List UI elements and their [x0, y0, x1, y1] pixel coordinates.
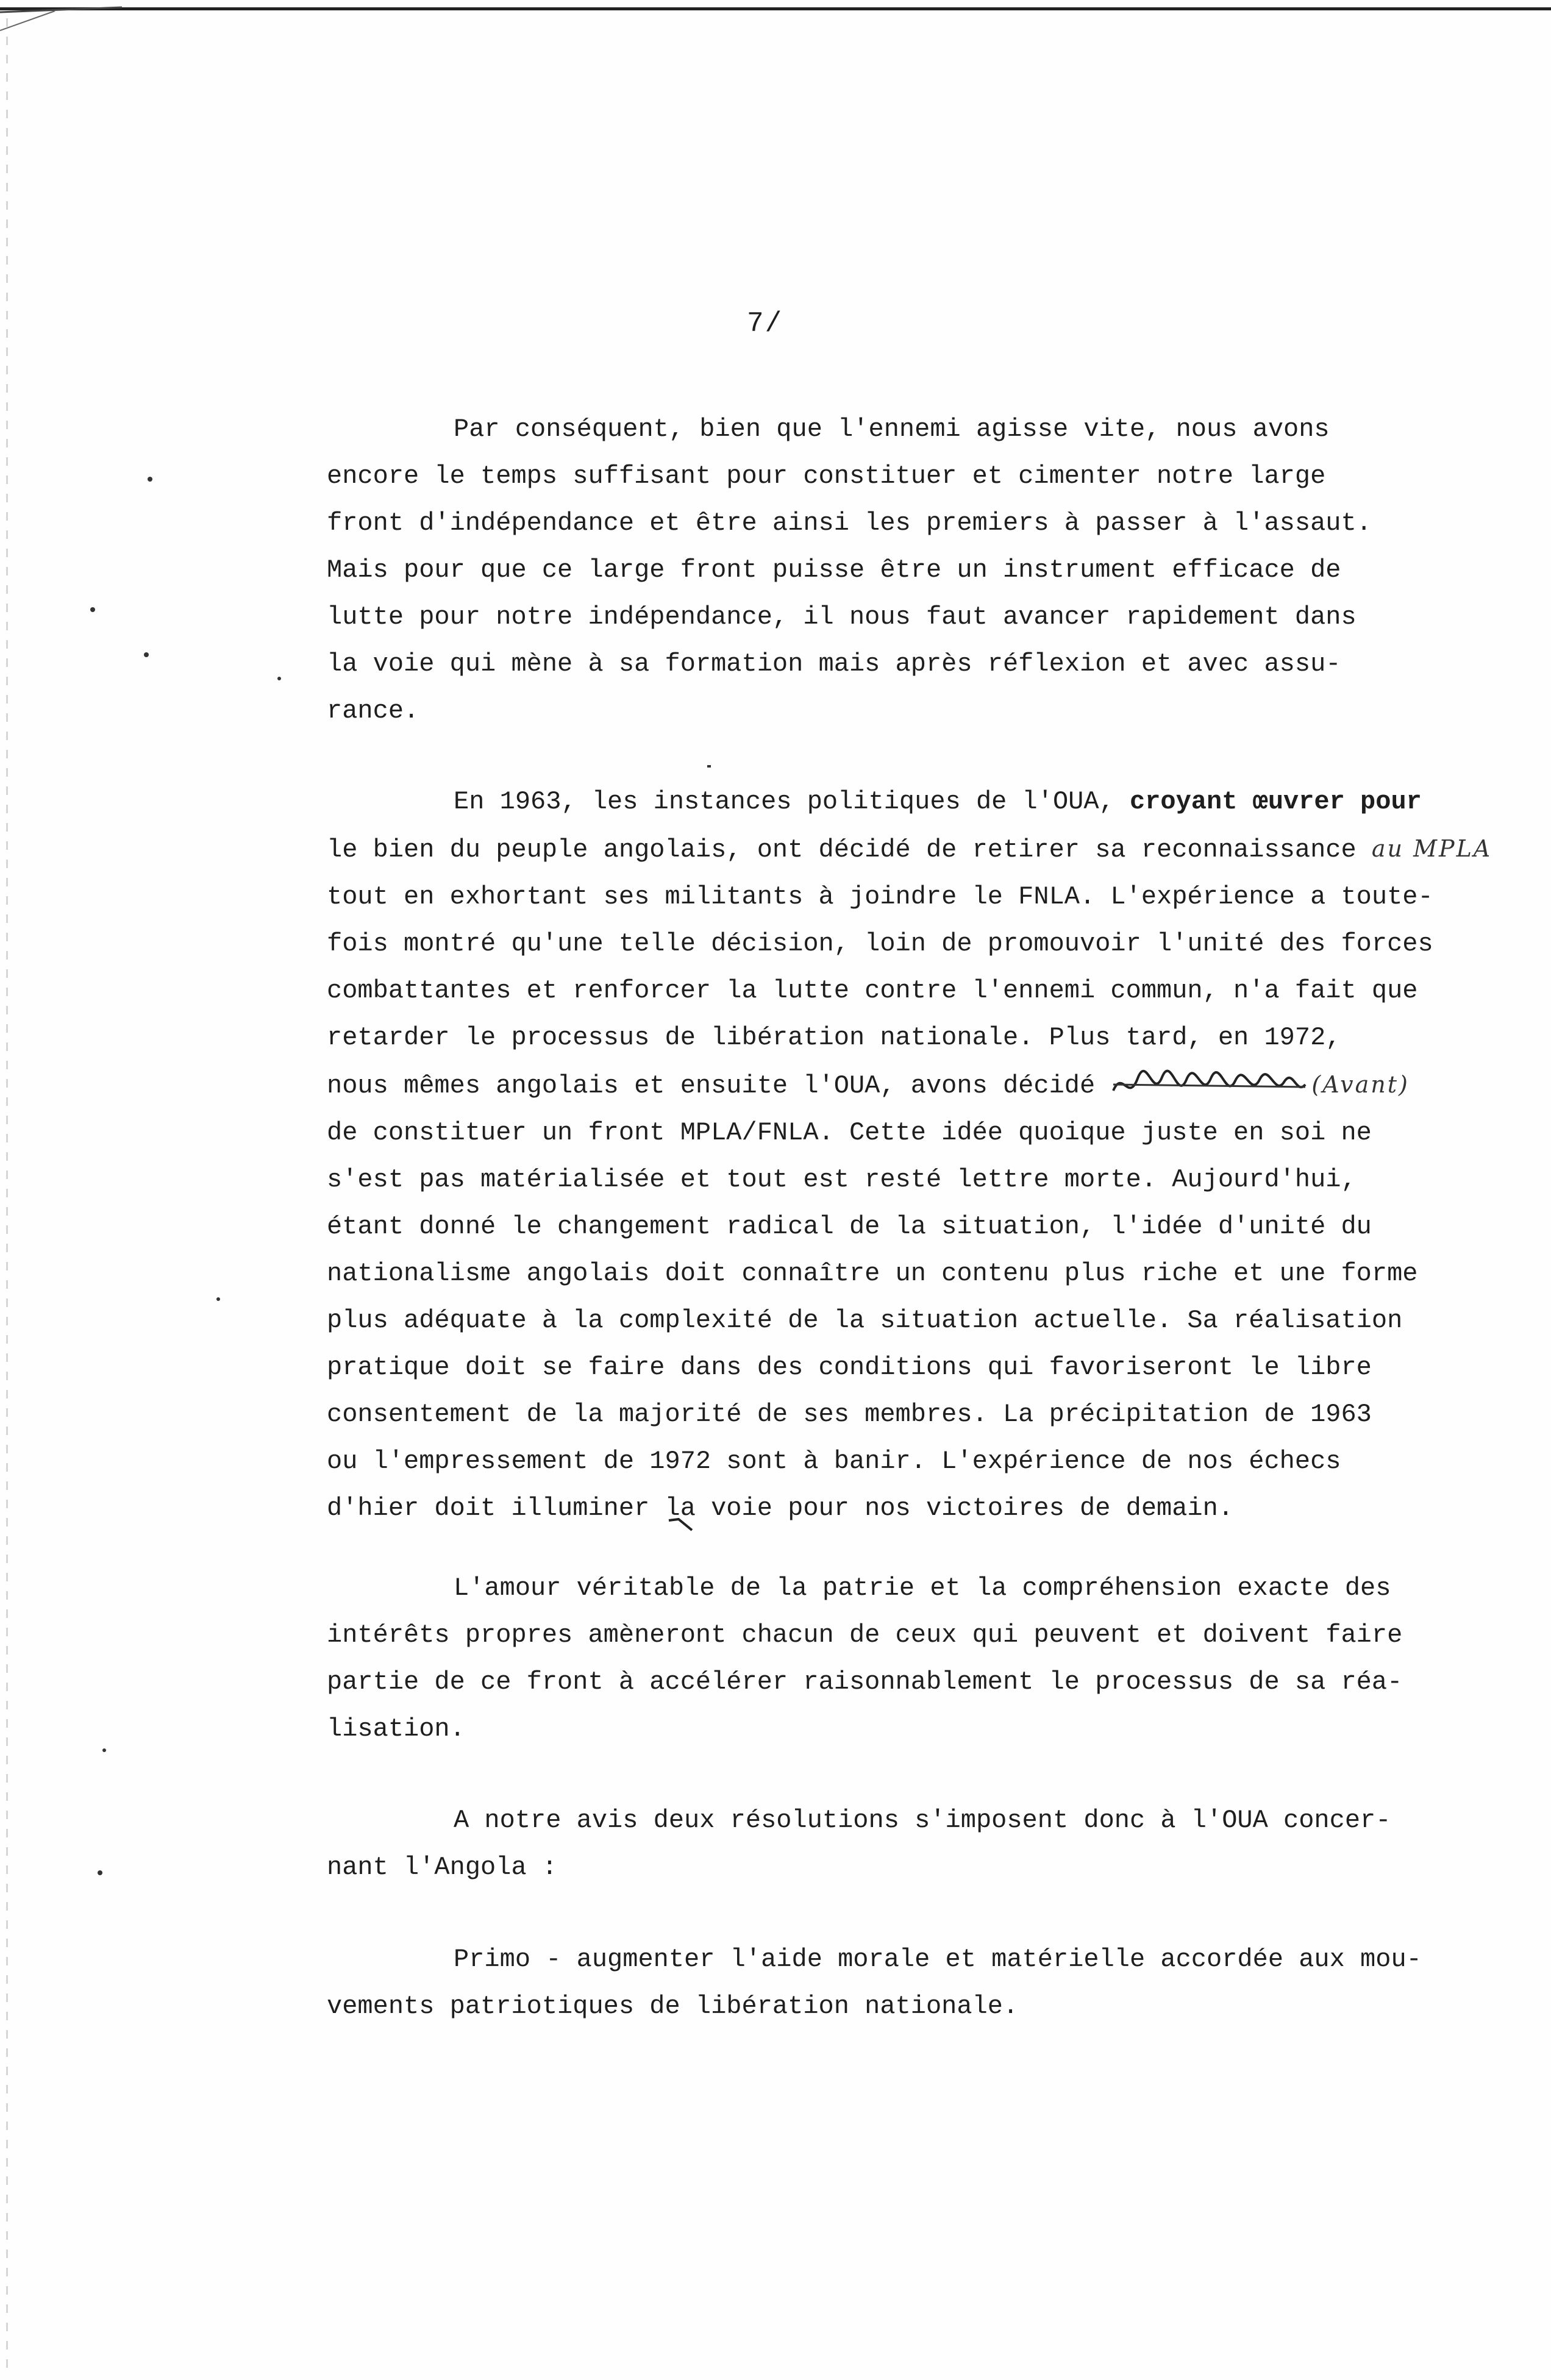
- handwritten-scribble: [1110, 1066, 1311, 1105]
- corner-scratch: [0, 6, 134, 43]
- text-line: ou l'empressement de 1972 sont à banir. L'expérience de nos échecs: [327, 1447, 1341, 1476]
- text-line: lutte pour notre indépendance, il nous faut avancer rapidement dans: [327, 602, 1357, 632]
- margin-mark: [90, 607, 95, 612]
- stray-stroke: [668, 1517, 698, 1535]
- text-line: de constituer un front MPLA/FNLA. Cette idée quoique juste en soi ne: [327, 1118, 1372, 1147]
- text-line: [327, 1061, 1516, 1110]
- text-line: combattantes et renforcer la lutte contre l'ennemi commun, n'a fait que: [327, 976, 1418, 1005]
- text-line: fois montré qu'une telle décision, loin de promouvoir l'unité des forces: [327, 929, 1433, 958]
- margin-mark: [277, 677, 281, 680]
- text-line: retarder le processus de libération nationale. Plus tard, en 1972,: [327, 1023, 1341, 1052]
- top-edge-rule: [0, 7, 1551, 10]
- struck-text: croyant œuvrer pour: [1129, 787, 1422, 816]
- text-line: vements patriotiques de libération nationale.: [327, 1992, 1019, 2021]
- paragraph-5: [327, 1936, 1516, 2030]
- text-line: consentement de la majorité de ses membres. La précipitation de 1963: [327, 1400, 1372, 1429]
- text-line: plus adéquate à la complexité de la situation actuelle. Sa réalisation: [327, 1306, 1403, 1335]
- text-line: front d'indépendance et être ainsi les premiers à passer à l'assaut.: [327, 508, 1372, 538]
- margin-mark: [216, 1297, 220, 1301]
- text-line: étant donné le changement radical de la situation, l'idée d'unité du: [327, 1212, 1372, 1241]
- paragraph-4: [327, 1797, 1516, 1891]
- text-line: Mais pour que ce large front puisse être un instrument efficace de: [327, 555, 1341, 585]
- text-line: partie de ce front à accélérer raisonnablement le processus de sa réa-: [327, 1667, 1403, 1697]
- page-number: 7/: [747, 308, 783, 340]
- text-segment: nous mêmes angolais et ensuite l'OUA, avons décidé: [327, 1071, 1111, 1100]
- text-segment: le bien du peuple angolais, ont décidé de retirer sa reconnaissance: [327, 835, 1372, 864]
- margin-mark: [102, 1748, 106, 1752]
- text-line: pratique doit se faire dans des conditions qui favoriseront le libre: [327, 1353, 1372, 1382]
- text-line: Primo - augmenter l'aide morale et matérielle accordée aux mou-: [454, 1945, 1422, 1974]
- text-line: tout en exhortant ses militants à joindre le FNLA. L'expérience a toute-: [327, 882, 1433, 911]
- margin-mark: [144, 652, 149, 657]
- text-line: lisation.: [327, 1714, 465, 1744]
- paragraph-1: [327, 406, 1516, 735]
- text-line: Par conséquent, bien que l'ennemi agisse vite, nous avons: [454, 415, 1330, 444]
- text-line: L'amour véritable de la patrie et la compréhension exacte des: [454, 1573, 1391, 1603]
- text-line: nant l'Angola :: [327, 1853, 558, 1882]
- paragraph-3: [327, 1565, 1516, 1753]
- left-edge-marks: [6, 18, 8, 2371]
- text-line: encore le temps suffisant pour constituer et cimenter notre large: [327, 461, 1326, 491]
- text-line: nationalisme angolais doit connaître un contenu plus riche et une forme: [327, 1259, 1418, 1288]
- margin-mark: [148, 477, 152, 482]
- text-line: intérêts propres amèneront chacun de ceux qui peuvent et doivent faire: [327, 1620, 1403, 1650]
- handwritten-insertion: (Avant): [1311, 1071, 1419, 1098]
- text-line: d'hier doit illuminer la voie pour nos victoires de demain.: [327, 1494, 1234, 1523]
- paragraph-2: [327, 778, 1516, 1532]
- text-line: la voie qui mène à sa formation mais après réflexion et avec assu-: [327, 649, 1341, 679]
- text-line: [327, 778, 1516, 825]
- text-line: A notre avis deux résolutions s'imposent donc à l'OUA concer-: [454, 1806, 1391, 1835]
- text-line: [327, 825, 1516, 874]
- margin-mark: [707, 765, 711, 768]
- text-line: s'est pas matérialisée et tout est resté lettre morte. Aujourd'hui,: [327, 1165, 1357, 1194]
- margin-mark: [98, 1870, 102, 1875]
- text-line: rance.: [327, 696, 419, 725]
- handwritten-insertion: au MPLA: [1371, 835, 1492, 862]
- text-segment: En 1963, les instances politiques de l'OUA,: [454, 787, 1130, 816]
